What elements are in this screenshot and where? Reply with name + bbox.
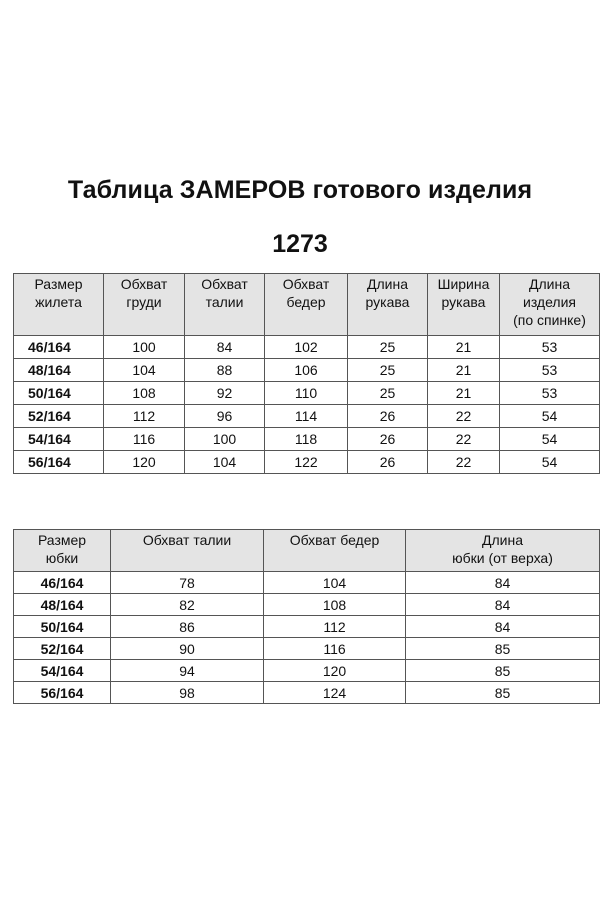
size-cell: 54/164 — [14, 660, 111, 682]
length-cell: 53 — [500, 336, 600, 359]
vest-header-size-line2: жилета — [35, 294, 82, 310]
hips-cell: 112 — [264, 616, 406, 638]
length-cell: 54 — [500, 451, 600, 474]
table-row — [14, 451, 600, 474]
chest-cell: 104 — [104, 359, 185, 382]
skirt-header-length-line1: Длина — [482, 532, 523, 548]
hips-cell: 108 — [264, 594, 406, 616]
chest-cell: 108 — [104, 382, 185, 405]
waist-cell: 92 — [185, 382, 265, 405]
waist-cell: 96 — [185, 405, 265, 428]
skirt-header-size-line1: Размер — [37, 532, 87, 548]
hips-cell: 122 — [265, 451, 348, 474]
table-row — [14, 336, 600, 359]
table-row — [14, 572, 600, 594]
sleeve-length-cell: 26 — [348, 428, 428, 451]
vest-header-chest — [104, 274, 185, 336]
chest-cell: 120 — [104, 451, 185, 474]
size-cell: 50/164 — [14, 382, 104, 405]
vest-header-size-line1: Размер — [34, 276, 83, 292]
table-row — [14, 638, 600, 660]
vest-header-sleeve-width — [428, 274, 500, 336]
waist-cell: 104 — [185, 451, 265, 474]
skirt-header-waist-line1: Обхват талии — [142, 532, 232, 548]
vest-header-sleeve-length-line2: рукава — [365, 294, 410, 310]
sleeve-width-cell: 22 — [428, 428, 500, 451]
vest-header-waist-line1: Обхват — [201, 276, 248, 292]
vest-header-length-line2: изделия — [523, 294, 576, 310]
vest-header-length-line1: Длина — [529, 276, 570, 292]
size-cell: 46/164 — [14, 572, 111, 594]
skirt-measurements-table — [13, 529, 600, 704]
vest-header-row — [14, 274, 600, 336]
hips-cell: 102 — [265, 336, 348, 359]
vest-header-length-line3: (по спинке) — [513, 312, 586, 328]
length-cell: 84 — [406, 572, 600, 594]
table-row — [14, 382, 600, 405]
length-cell: 84 — [406, 616, 600, 638]
size-cell: 48/164 — [14, 594, 111, 616]
vest-header-sleeve-width-line1: Ширина — [437, 276, 490, 292]
waist-cell: 78 — [111, 572, 264, 594]
length-cell: 53 — [500, 359, 600, 382]
table-row — [14, 594, 600, 616]
skirt-header-row — [14, 530, 600, 572]
size-cell: 52/164 — [14, 405, 104, 428]
sleeve-length-cell: 26 — [348, 451, 428, 474]
vest-header-chest-line1: Обхват — [120, 276, 168, 292]
size-cell: 56/164 — [14, 451, 104, 474]
length-cell: 53 — [500, 382, 600, 405]
waist-cell: 86 — [111, 616, 264, 638]
length-cell: 54 — [500, 405, 600, 428]
chest-cell: 100 — [104, 336, 185, 359]
chest-cell: 112 — [104, 405, 185, 428]
hips-cell: 110 — [265, 382, 348, 405]
skirt-header-hips — [264, 530, 406, 572]
length-cell: 85 — [406, 660, 600, 682]
waist-cell: 84 — [185, 336, 265, 359]
hips-cell: 106 — [265, 359, 348, 382]
sleeve-width-cell: 22 — [428, 451, 500, 474]
vest-header-size — [14, 274, 104, 336]
skirt-header-size-line2: юбки — [45, 550, 79, 566]
hips-cell: 114 — [265, 405, 348, 428]
vest-header-hips — [265, 274, 348, 336]
hips-cell: 124 — [264, 682, 406, 704]
sleeve-length-cell: 25 — [348, 382, 428, 405]
skirt-header-length-line2: юбки (от верха) — [452, 550, 553, 566]
vest-header-sleeve-width-line2: рукава — [441, 294, 486, 310]
sleeve-width-cell: 21 — [428, 382, 500, 405]
skirt-header-hips-line1: Обхват бедер — [289, 532, 380, 548]
length-cell: 54 — [500, 428, 600, 451]
skirt-header-size — [14, 530, 111, 572]
waist-cell: 100 — [185, 428, 265, 451]
hips-cell: 116 — [264, 638, 406, 660]
length-cell: 85 — [406, 638, 600, 660]
sleeve-width-cell: 21 — [428, 336, 500, 359]
vest-header-sleeve-length-line1: Длина — [367, 276, 408, 292]
vest-header-waist — [185, 274, 265, 336]
table-row — [14, 428, 600, 451]
table-row — [14, 660, 600, 682]
waist-cell: 94 — [111, 660, 264, 682]
size-cell: 56/164 — [14, 682, 111, 704]
size-cell: 50/164 — [14, 616, 111, 638]
product-code: 1273 — [272, 230, 328, 258]
hips-cell: 118 — [265, 428, 348, 451]
chest-cell: 116 — [104, 428, 185, 451]
vest-header-hips-line1: Обхват — [282, 276, 330, 292]
sleeve-width-cell: 22 — [428, 405, 500, 428]
length-cell: 85 — [406, 682, 600, 704]
vest-header-sleeve-length — [348, 274, 428, 336]
sleeve-length-cell: 26 — [348, 405, 428, 428]
waist-cell: 82 — [111, 594, 264, 616]
sleeve-width-cell: 21 — [428, 359, 500, 382]
size-cell: 52/164 — [14, 638, 111, 660]
size-cell: 54/164 — [14, 428, 104, 451]
size-cell: 46/164 — [14, 336, 104, 359]
table-row — [14, 405, 600, 428]
vest-header-waist-line2: талии — [205, 294, 244, 310]
hips-cell: 104 — [264, 572, 406, 594]
waist-cell: 98 — [111, 682, 264, 704]
table-row — [14, 616, 600, 638]
vest-measurements-table — [13, 273, 600, 474]
vest-header-hips-line2: бедер — [286, 294, 326, 310]
waist-cell: 88 — [185, 359, 265, 382]
vest-header-chest-line2: груди — [126, 294, 162, 310]
skirt-header-waist — [111, 530, 264, 572]
skirt-header-length — [406, 530, 600, 572]
waist-cell: 90 — [111, 638, 264, 660]
document-title: Таблица ЗАМЕРОВ готового изделия — [67, 176, 533, 204]
hips-cell: 120 — [264, 660, 406, 682]
sleeve-length-cell: 25 — [348, 336, 428, 359]
sleeve-length-cell: 25 — [348, 359, 428, 382]
table-row — [14, 359, 600, 382]
length-cell: 84 — [406, 594, 600, 616]
vest-header-length — [500, 274, 600, 336]
table-row — [14, 682, 600, 704]
size-cell: 48/164 — [14, 359, 104, 382]
